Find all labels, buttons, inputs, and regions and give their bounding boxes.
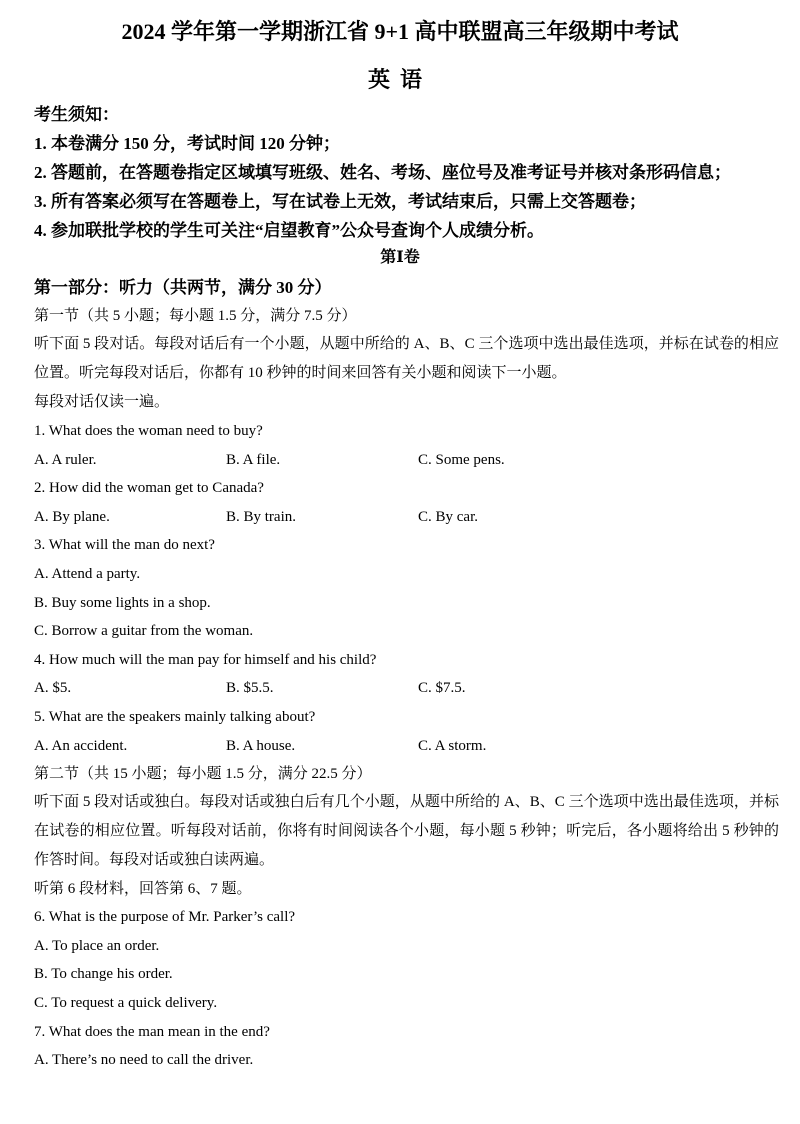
section2-instructions: 听下面 5 段对话或独白。每段对话或独白后有几个小题，从题中所给的 A、B、C 三个选项中选出最佳选项，并标在试卷的相应位置。听每段对话前，你将有时间阅读各个小题，每小题 5 秒钟；听完后，各小题将给出 5 秒钟的作答时间。每段对话或独白读两遍。 <box>34 794 779 868</box>
notice-item-4: 4. 参加联批学校的学生可关注“启望教育”公众号查询个人成绩分析。 <box>34 221 544 240</box>
question-stem: 5. What are the speakers mainly talking about? <box>34 709 316 725</box>
option-b: B. A house. <box>226 738 296 754</box>
notice-heading: 考生须知： <box>34 105 119 124</box>
option-c: C. Borrow a guitar from the woman. <box>34 623 254 639</box>
option-a: A. By plane. <box>34 509 110 525</box>
question-stem: 1. What does the woman need to buy? <box>34 423 263 439</box>
option-b: B. By train. <box>226 509 296 525</box>
option-c: C. To request a quick delivery. <box>34 995 218 1011</box>
notice-item-2: 2. 答题前，在答题卷指定区域填写班级、姓名、考场、座位号及准考证号并核对条形码信息； <box>34 163 731 182</box>
option-a: A. A ruler. <box>34 452 97 468</box>
option-a: A. Attend a party. <box>34 566 141 582</box>
option-a: A. There’s no need to call the driver. <box>34 1052 254 1068</box>
option-b: B. $5.5. <box>226 680 274 696</box>
subject-title: 英语 <box>367 67 432 92</box>
option-c: C. $7.5. <box>418 680 466 696</box>
section1-title: 第一节（共 5 小题；每小题 1.5 分，满分 7.5 分） <box>34 308 357 324</box>
option-b: B. A file. <box>226 452 281 468</box>
section1-instructions: 听下面 5 段对话。每段对话后有一个小题，从题中所给的 A、B、C 三个选项中选出最佳选项，并标在试卷的相应位置。听完每段对话后，你都有 10 秒钟的时间来回答有关小题和阅读下一小题。 <box>34 336 779 381</box>
part1-title: 第一部分：听力（共两节，满分 30 分） <box>34 278 332 297</box>
option-c: C. A storm. <box>418 738 487 754</box>
question-stem: 2. How did the woman get to Canada? <box>34 480 264 496</box>
option-b: B. Buy some lights in a shop. <box>34 595 211 611</box>
question-stem: 6. What is the purpose of Mr. Parker’s call? <box>34 909 296 925</box>
question-stem: 3. What will the man do next? <box>34 537 215 553</box>
option-a: A. $5. <box>34 680 72 696</box>
option-a: A. An accident. <box>34 738 128 754</box>
material-note: 听第 6 段材料，回答第 6、7 题。 <box>34 881 252 897</box>
option-b: B. To change his order. <box>34 966 173 982</box>
volume-heading: 第Ⅰ卷 <box>380 249 420 266</box>
question-stem: 7. What does the man mean in the end? <box>34 1024 270 1040</box>
option-c: C. Some pens. <box>418 452 505 468</box>
notice-item-1: 1. 本卷满分 150 分，考试时间 120 分钟； <box>34 134 340 153</box>
option-c: C. By car. <box>418 509 478 525</box>
exam-title: 2024 学年第一学期浙江省 9+1 高中联盟高三年级期中考试 <box>121 19 679 44</box>
option-a: A. To place an order. <box>34 938 160 954</box>
notice-item-3: 3. 所有答案必须写在答题卷上，写在试卷上无效，考试结束后，只需上交答题卷； <box>34 192 646 211</box>
section2-title: 第二节（共 15 小题；每小题 1.5 分，满分 22.5 分） <box>34 766 372 782</box>
question-stem: 4. How much will the man pay for himself and his child? <box>34 652 377 668</box>
section1-note: 每段对话仅读一遍。 <box>34 394 170 410</box>
